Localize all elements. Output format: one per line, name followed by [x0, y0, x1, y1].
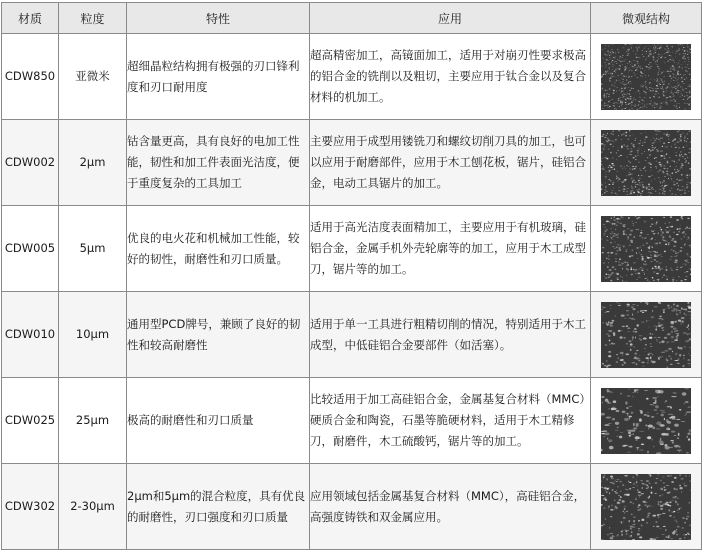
micrograph-10um-icon — [601, 302, 691, 368]
micrograph-25um-icon — [601, 388, 691, 454]
cell-grain: 2μm — [59, 120, 127, 206]
micrograph-5um-icon — [601, 216, 691, 282]
cell-material: CDW010 — [2, 292, 59, 378]
cell-characteristics: 优良的电火花和机械加工性能，较好的韧性，耐磨性和刃口质量。 — [127, 206, 310, 292]
header-application: 应用 — [310, 3, 591, 34]
cell-application: 比较适用于加工高硅铝合金，金属基复合材料（MMC）硬质合金和陶瓷，石墨等脆硬材料，适用于木工精修刀，耐磨件，木工硫酸钙，锯片等的加工。 — [310, 378, 591, 464]
cell-application: 适用于单一工具进行粗精切削的情况，特别适用于木工成型，中低硅铝合金要部件（如活塞）。 — [310, 292, 591, 378]
cell-characteristics: 极高的耐磨性和刃口质量 — [127, 378, 310, 464]
pcd-grade-table — [1, 2, 702, 550]
cell-microstructure — [591, 464, 702, 550]
cell-grain: 2-30μm — [59, 464, 127, 550]
cell-microstructure — [591, 120, 702, 206]
cell-characteristics: 通用型PCD牌号，兼顾了良好的韧性和较高耐磨性 — [127, 292, 310, 378]
cell-application: 适用于高光洁度表面精加工，主要应用于有机玻璃，硅铝合金，金属手机外壳轮廓等的加工，应用于木工成型刀，锯片等的加工。 — [310, 206, 591, 292]
cell-grain: 25μm — [59, 378, 127, 464]
cell-application: 超高精密加工，高镜面加工，适用于对崩刃性要求极高的铝合金的铣削以及粗切，主要应用于钛合金以及复合材料的机加工。 — [310, 34, 591, 120]
micrograph-2um-icon — [601, 130, 691, 196]
cell-material: CDW025 — [2, 378, 59, 464]
table-row — [2, 120, 702, 206]
cell-material: CDW302 — [2, 464, 59, 550]
micrograph-mixed-icon — [601, 474, 691, 540]
cell-grain: 亚微米 — [59, 34, 127, 120]
micrograph-fine-grain-icon — [601, 44, 691, 110]
header-row — [2, 3, 702, 34]
header-characteristics: 特性 — [127, 3, 310, 34]
table-row — [2, 206, 702, 292]
cell-characteristics: 2μm和5μm的混合粒度，具有优良的耐磨性，刃口强度和刃口质量 — [127, 464, 310, 550]
header-material: 材质 — [2, 3, 59, 34]
cell-material: CDW850 — [2, 34, 59, 120]
table-row — [2, 34, 702, 120]
cell-characteristics: 超细晶粒结构拥有极强的刃口锋利度和刃口耐用度 — [127, 34, 310, 120]
cell-microstructure — [591, 378, 702, 464]
table-row — [2, 378, 702, 464]
table-row — [2, 464, 702, 550]
cell-microstructure — [591, 292, 702, 378]
cell-material: CDW005 — [2, 206, 59, 292]
cell-microstructure — [591, 34, 702, 120]
cell-characteristics: 钴含量更高，具有良好的电加工性能，韧性和加工件表面光洁度，便于重度复杂的工具加工 — [127, 120, 310, 206]
cell-application: 应用领域包括金属基复合材料（MMC），高硅铝合金，高强度铸铁和双金属应用。 — [310, 464, 591, 550]
table-row — [2, 292, 702, 378]
cell-grain: 5μm — [59, 206, 127, 292]
cell-grain: 10μm — [59, 292, 127, 378]
cell-microstructure — [591, 206, 702, 292]
header-grain: 粒度 — [59, 3, 127, 34]
cell-application: 主要应用于成型用镂铣刀和螺纹切削刀具的加工，也可以应用于耐磨部件，应用于木工刨花板，锯片，硅铝合金，电动工具锯片的加工。 — [310, 120, 591, 206]
cell-material: CDW002 — [2, 120, 59, 206]
header-microstructure: 微观结构 — [591, 3, 702, 34]
